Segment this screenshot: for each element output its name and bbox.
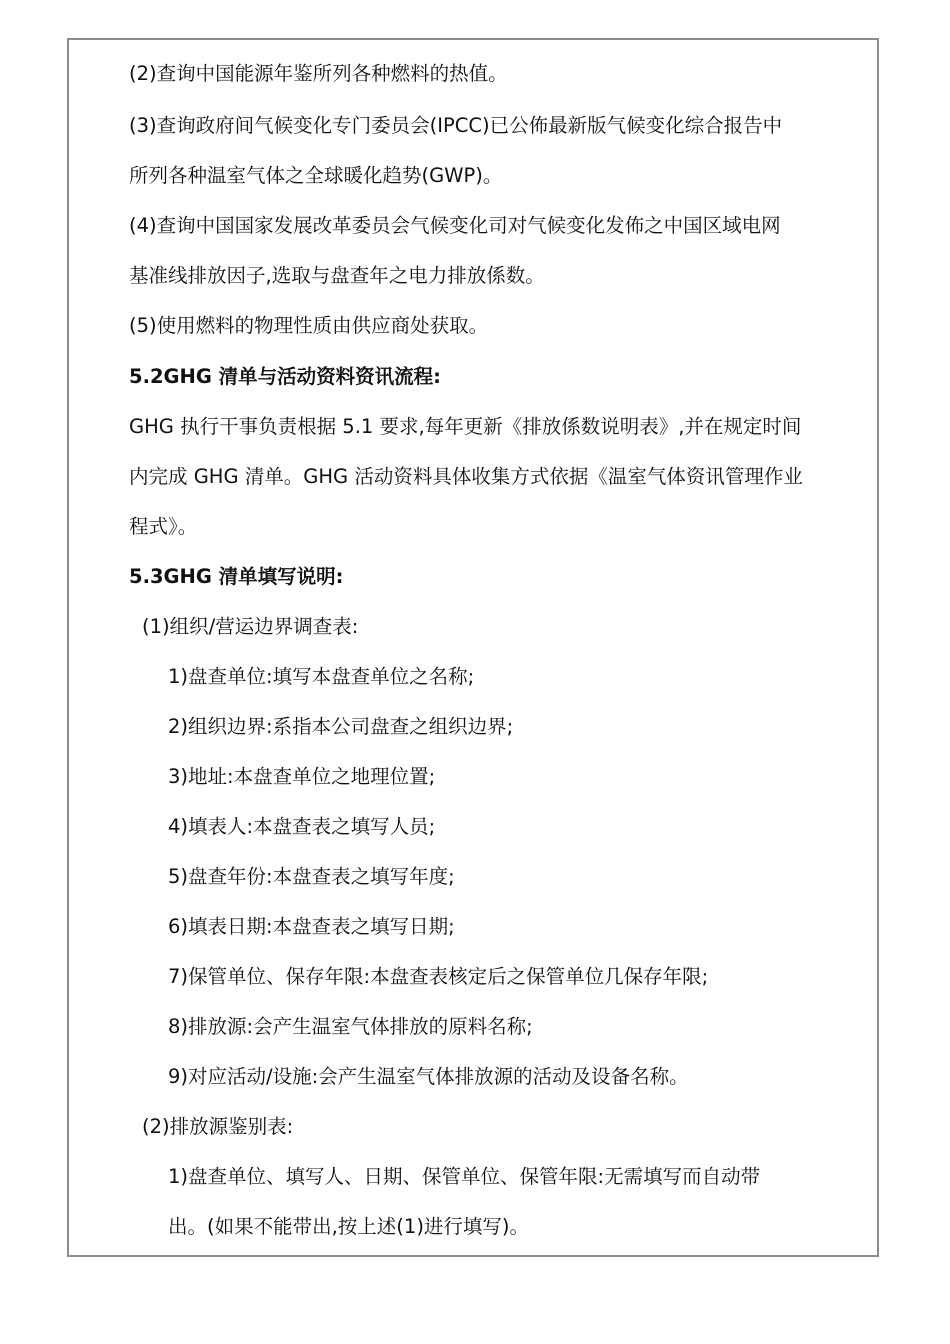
list-item: 1)盘查单位:填写本盘查单位之名称; bbox=[168, 665, 475, 688]
list-item: 6)填表日期:本盘查表之填写日期; bbox=[168, 915, 455, 938]
paragraph-line: 基准线排放因子,选取与盘查年之电力排放係数。 bbox=[129, 264, 545, 287]
list-item: 5)盘查年份:本盘查表之填写年度; bbox=[168, 865, 455, 888]
paragraph-line: GHG 执行干事负责根据 5.1 要求,每年更新《排放係数说明表》,并在规定时间 bbox=[129, 415, 802, 438]
paragraph-line: (3)查询政府间气候变化专门委员会(IPCC)已公佈最新版气候变化综合报告中 bbox=[129, 114, 783, 137]
paragraph-line: (4)查询中国国家发展改革委员会气候变化司对气候变化发佈之中国区域电网 bbox=[129, 214, 781, 237]
list-item: 9)对应活动/设施:会产生温室气体排放源的活动及设备名称。 bbox=[168, 1065, 689, 1088]
list-item: 1)盘查单位、填写人、日期、保管单位、保管年限:无需填写而自动带 bbox=[168, 1165, 761, 1188]
list-item: 出。(如果不能带出,按上述(1)进行填写)。 bbox=[168, 1215, 530, 1238]
paragraph-line: 程式》。 bbox=[129, 515, 198, 538]
list-item: 3)地址:本盘查单位之地理位置; bbox=[168, 765, 436, 788]
subsection-heading: (2)排放源鉴别表: bbox=[142, 1115, 294, 1138]
list-item: 7)保管单位、保存年限:本盘查表核定后之保管单位几保存年限; bbox=[168, 965, 709, 988]
section-heading-5-2: 5.2GHG 清单与活动资料资讯流程: bbox=[129, 365, 441, 388]
section-heading-5-3: 5.3GHG 清单填写说明: bbox=[129, 565, 344, 588]
list-item: 8)排放源:会产生温室气体排放的原料名称; bbox=[168, 1015, 533, 1038]
list-item: 2)组织边界:系指本公司盘查之组织边界; bbox=[168, 715, 514, 738]
paragraph-line: 内完成 GHG 清单。GHG 活动资料具体收集方式依据《温室气体资讯管理作业 bbox=[129, 465, 803, 488]
paragraph-line: 所列各种温室气体之全球暖化趋势(GWP)。 bbox=[129, 164, 503, 187]
paragraph-line: (2)查询中国能源年鉴所列各种燃料的热值。 bbox=[129, 62, 508, 85]
list-item: 4)填表人:本盘查表之填写人员; bbox=[168, 815, 436, 838]
paragraph-line: (5)使用燃料的物理性质由供应商处获取。 bbox=[129, 314, 489, 337]
subsection-heading: (1)组织/营运边界调查表: bbox=[142, 615, 359, 638]
